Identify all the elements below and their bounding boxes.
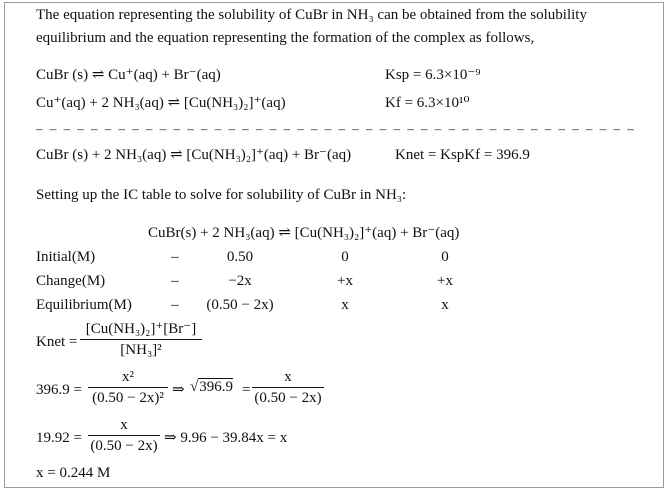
step-2-fraction <box>88 418 160 454</box>
step-1-denominator: (0.50 − 2x)² <box>92 390 164 406</box>
radicand: 396.9 <box>199 379 233 395</box>
step-2-denominator: (0.50 − 2x) <box>90 438 158 454</box>
ic-row-label-change: Change(M) <box>36 273 106 289</box>
reaction-2-equation: Cu⁺(aq) + 2 NH₃(aq) ⇌ [Cu(NH₃)₂]⁺(aq) <box>36 95 286 111</box>
ic-cell: +x <box>437 273 453 289</box>
ic-row-label-equilibrium: Equilibrium(M) <box>36 297 132 313</box>
intro-line-2: equilibrium and the equation representing the formation of the complex as follows, <box>36 30 535 46</box>
final-answer: x = 0.244 M <box>36 465 111 481</box>
knet-numerator: [Cu(NH₃)₂]⁺[Br⁻] <box>85 321 197 337</box>
step-1-fraction <box>88 370 168 406</box>
knet-lhs: Knet = <box>36 334 78 350</box>
step-1-denominator-2: (0.50 − 2x) <box>254 390 322 406</box>
ic-cell: −2x <box>228 273 252 289</box>
ic-cell: – <box>171 297 179 313</box>
intro-line-1: The equation representing the solubility of CuBr in NH₃ can be obtained from the solubility <box>36 7 587 23</box>
ic-cell: 0.50 <box>226 249 254 265</box>
step-1-fraction-2 <box>252 370 324 406</box>
reaction-1-equation: CuBr (s) ⇌ Cu⁺(aq) + Br⁻(aq) <box>36 67 221 83</box>
ic-cell: +x <box>337 273 353 289</box>
reaction-1-ksp: Ksp = 6.3×10⁻⁹ <box>385 67 481 83</box>
step-1-numerator: x² <box>122 369 134 385</box>
knet-denominator: [NH₃]² <box>120 342 162 358</box>
ic-cell: x <box>441 297 449 313</box>
step-1-numerator-2: x <box>284 369 292 385</box>
ic-cell: – <box>171 273 179 289</box>
reaction-2-kf: Kf = 6.3×10¹⁰ <box>385 95 470 111</box>
ic-cell: 0 <box>441 249 449 265</box>
step-2-numerator: x <box>120 417 128 433</box>
ic-cell: 0 <box>341 249 349 265</box>
ic-cell: (0.50 − 2x) <box>206 297 274 313</box>
step-2-rhs: ⇒ 9.96 − 39.84x = x <box>164 430 288 446</box>
implies-arrow: ⇒ <box>172 382 185 398</box>
step-1-lhs: 396.9 = <box>36 382 82 398</box>
equals-sign: = <box>242 382 251 398</box>
ic-row-label-initial: Initial(M) <box>36 249 96 265</box>
knet-fraction <box>80 322 202 358</box>
ic-table-intro: Setting up the IC table to solve for solubility of CuBr in NH₃: <box>36 187 407 203</box>
ic-cell: x <box>341 297 349 313</box>
net-reaction-equation: CuBr (s) + 2 NH₃(aq) ⇌ [Cu(NH₃)₂]⁺(aq) + Br⁻(aq) <box>36 147 352 163</box>
step-2-lhs: 19.92 = <box>36 430 82 446</box>
radical-icon: √ <box>190 379 199 395</box>
square-root <box>190 380 233 395</box>
ic-table-header-equation: CuBr(s) + 2 NH₃(aq) ⇌ [Cu(NH₃)₂]⁺(aq) + Br⁻(aq) <box>148 225 460 241</box>
sum-divider: – – – – – – – – – – – – – – – – – – – – – – – – – – – – – – – – – – – – – – – – – – – – <box>36 121 636 136</box>
ic-cell: – <box>171 249 179 265</box>
net-reaction-knet: Knet = KspKf = 396.9 <box>395 147 530 163</box>
